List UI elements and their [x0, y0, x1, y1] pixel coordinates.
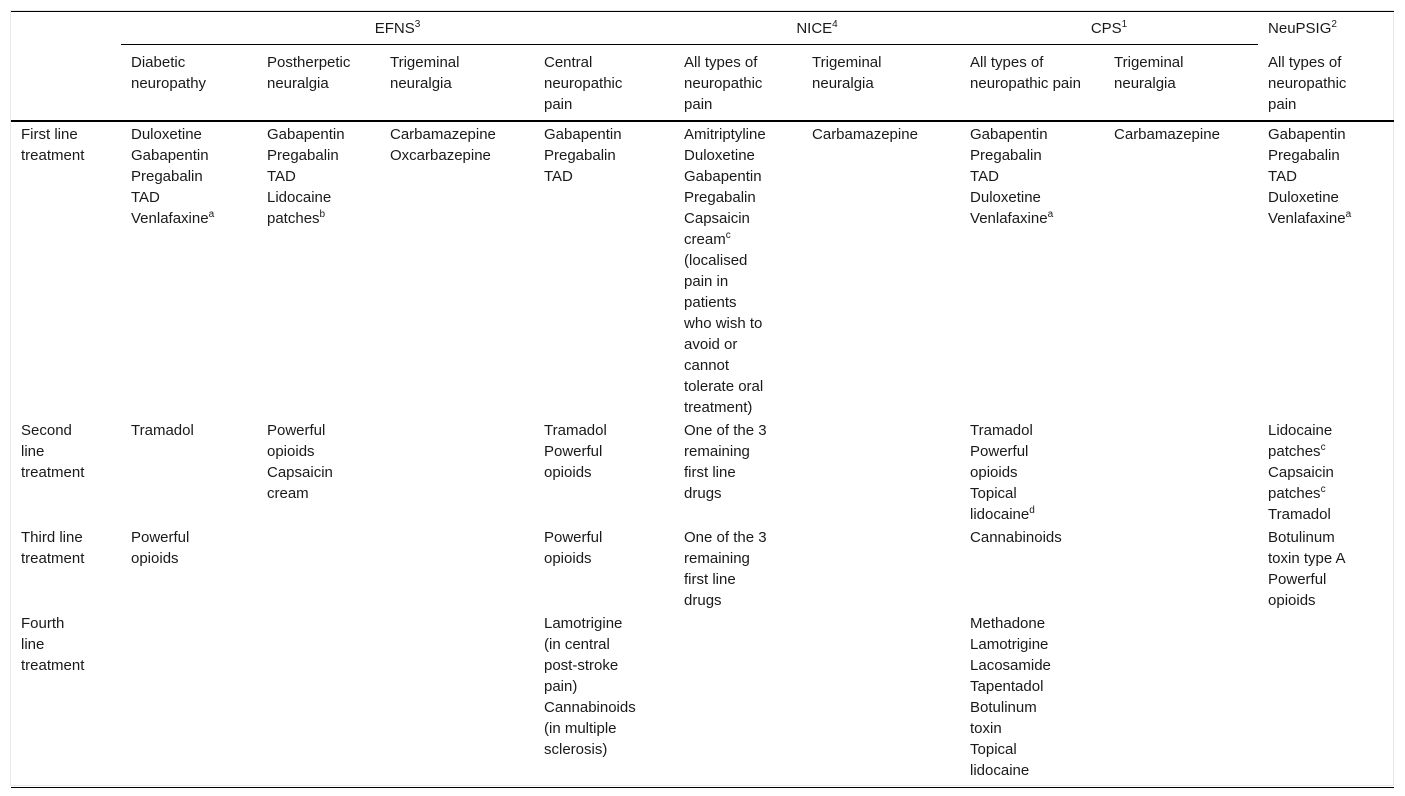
- cell-efns-trigeminal: [380, 525, 534, 611]
- cell-cps-all: Methadone Lamotrigine Lacosamide Tapentadol Botulinum toxin Topical lidocaine: [960, 611, 1104, 788]
- cell-diabetic: Tramadol: [131, 422, 194, 439]
- subheader-cps-trigeminal-neuralgia: Trigeminal neuralgia: [1104, 45, 1258, 122]
- cell-central: Gabapentin Pregabalin TAD: [544, 126, 622, 185]
- cell-neupsig-all: Lidocaine patches$^c$ Capsaicin patches$^c$ Tramadol: [1268, 422, 1334, 523]
- subheader-nice-all-types: All types of neuropathic pain: [674, 45, 802, 122]
- cell-neupsig-all: [1258, 611, 1394, 788]
- cell-central: Powerful opioids: [544, 529, 603, 567]
- cell-nice-trigeminal: Carbamazepine: [812, 126, 918, 143]
- cell-nice-all: Amitriptyline Duloxetine Gabapentin Pregabalin Capsaicin cream$^c$ (localised pain in patients who wish to avoid or cannot tolerate oral treatment): [684, 126, 766, 416]
- cell-nice-trigeminal: [802, 525, 960, 611]
- cell-nice-all: [674, 611, 802, 788]
- cell-central: Tramadol Powerful opioids: [544, 422, 607, 481]
- cell-efns-trigeminal: [380, 611, 534, 788]
- subheader-nice-trigeminal-neuralgia: Trigeminal neuralgia: [802, 45, 960, 122]
- cell-cps-trigeminal: Carbamazepine: [1114, 126, 1220, 143]
- cell-neupsig-all: Botulinum toxin type A Powerful opioids: [1268, 529, 1346, 609]
- row-label: Fourth line treatment: [11, 611, 121, 788]
- group-cps: CPS$^1$: [960, 12, 1258, 45]
- cell-diabetic: Duloxetine Gabapentin Pregabalin TAD Venlafaxine$^a$: [131, 126, 215, 227]
- cell-cps-all: Cannabinoids: [970, 529, 1062, 546]
- cell-postherpetic: Powerful opioids Capsaicin cream: [267, 422, 333, 502]
- cell-nice-all: One of the 3 remaining first line drugs: [684, 422, 767, 502]
- cell-efns-trigeminal: [380, 418, 534, 525]
- cell-postherpetic: [257, 611, 380, 788]
- cell-nice-all: One of the 3 remaining first line drugs: [684, 529, 767, 609]
- cell-cps-trigeminal: [1104, 525, 1258, 611]
- subheader-postherpetic-neuralgia: Postherpetic neuralgia: [257, 45, 380, 122]
- row-label: First line treatment: [21, 126, 85, 164]
- group-efns: EFNS$^3$: [121, 12, 674, 45]
- cell-central: Lamotrigine (in central post-stroke pain) Cannabinoids (in multiple sclerosis): [534, 611, 674, 788]
- table-row-third-line: [11, 525, 1394, 611]
- subheader-neupsig-all-types: All types of neuropathic pain: [1258, 45, 1394, 122]
- cell-diabetic: Powerful opioids: [131, 529, 190, 567]
- row-label: Second line treatment: [21, 422, 85, 481]
- subheader-cps-all-types: All types of neuropathic pain: [960, 45, 1104, 122]
- subheader-efns-trigeminal-neuralgia: Trigeminal neuralgia: [380, 45, 534, 122]
- group-neupsig: NeuPSIG$^2$: [1268, 18, 1337, 37]
- table-row-fourth-line: [11, 611, 1394, 788]
- subheader-row: [11, 45, 1394, 122]
- cell-cps-all: Tramadol Powerful opioids Topical lidocaine$^d$: [970, 422, 1035, 523]
- group-header-row: [11, 12, 1394, 45]
- cell-diabetic: [121, 611, 257, 788]
- cell-neupsig-all: Gabapentin Pregabalin TAD Duloxetine Venlafaxine$^a$: [1268, 126, 1352, 227]
- cell-cps-trigeminal: [1104, 611, 1258, 788]
- treatment-guidelines-table: [11, 11, 1394, 788]
- table-row-second-line: [11, 418, 1394, 525]
- subheader-diabetic-neuropathy: Diabetic neuropathy: [121, 45, 257, 122]
- cell-efns-trigeminal: Carbamazepine Oxcarbazepine: [390, 126, 496, 164]
- table-row-first-line: [11, 121, 1394, 418]
- subheader-central-neuropathic-pain: Central neuropathic pain: [534, 45, 674, 122]
- subheader-empty: [11, 45, 121, 122]
- group-nice: NICE$^4$: [674, 12, 960, 45]
- cell-nice-trigeminal: [802, 418, 960, 525]
- cell-cps-all: Gabapentin Pregabalin TAD Duloxetine Venlafaxine$^a$: [970, 126, 1054, 227]
- cell-cps-trigeminal: [1104, 418, 1258, 525]
- row-label: Third line treatment: [21, 529, 85, 567]
- corner-cell: [11, 12, 121, 45]
- cell-postherpetic: Gabapentin Pregabalin TAD Lidocaine patches$^b$: [267, 126, 345, 227]
- cell-nice-trigeminal: [802, 611, 960, 788]
- cell-postherpetic: [257, 525, 380, 611]
